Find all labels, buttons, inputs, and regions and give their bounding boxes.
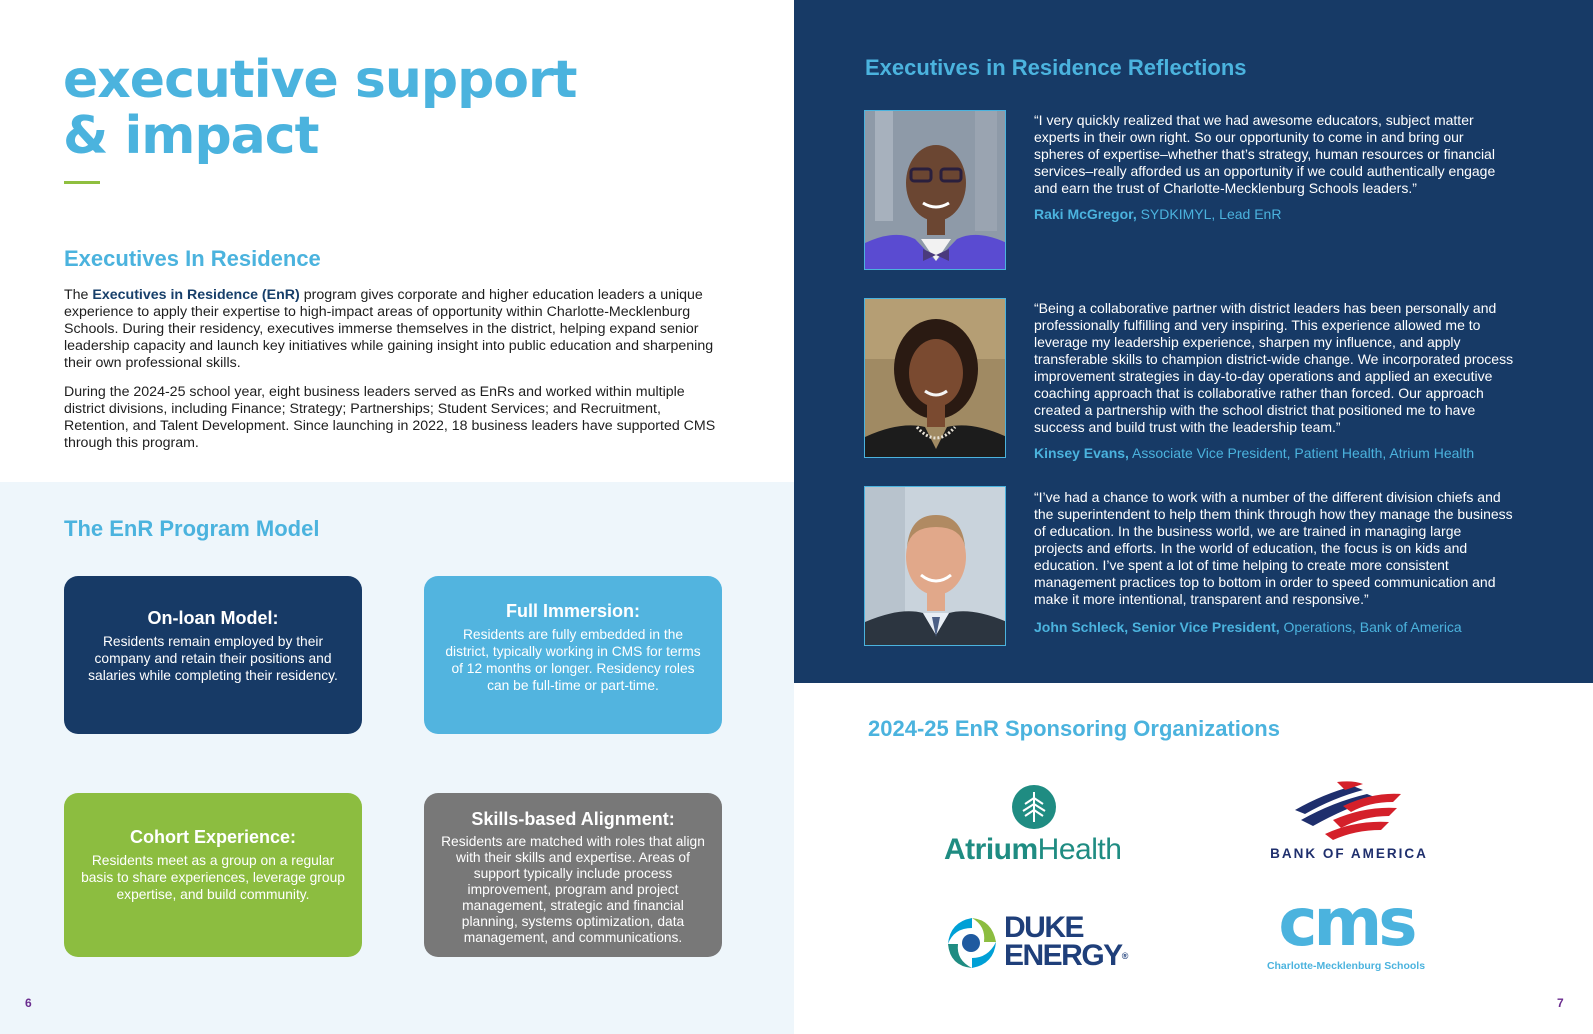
card-cohort-experience xyxy=(64,793,362,957)
section-heading-program-model: The EnR Program Model xyxy=(64,516,320,541)
title-divider xyxy=(64,181,100,184)
page-number-left: 6 xyxy=(25,996,32,1010)
card-title: On-loan Model: xyxy=(147,608,279,628)
cms-logo: cms Charlotte-Mecklenburg Schools xyxy=(1266,884,1426,972)
card-text: Residents are fully embedded in the district, typically working in CMS for terms of 12 months or longer. Residency roles can be full-time or part-time. xyxy=(445,627,701,693)
title-line-2: & impact xyxy=(63,106,319,166)
title-line-1: executive support xyxy=(63,50,577,110)
reflections-heading: Executives in Residence Reflections xyxy=(865,55,1247,80)
card-text: Residents are matched with roles that align with their skills and expertise. Areas of support typically include process improvement, program and project management, strategic and financial planning, systems optimization, data management, and communications. xyxy=(441,834,705,945)
card-title: Cohort Experience: xyxy=(129,827,297,847)
page-title xyxy=(63,52,577,164)
intro-paragraph: The Executives in Residence (EnR) program gives corporate and higher education leaders a unique experience to apply their expertise to high-impact areas of opportunity within Charlotte-Mecklenburg Schools. During their residency, executives immerse themselves in the district, helping expand senior leadership capacity and launch key initiatives while gaining insight into public education and sharpening their own professional skills. xyxy=(64,287,714,371)
portrait-kinsey-evans xyxy=(864,298,1006,458)
portrait-raki-mcgregor-art xyxy=(865,111,1006,270)
card-title: Skills-based Alignment: xyxy=(471,809,675,829)
card-full-immersion xyxy=(424,576,722,734)
atrium-tree-icon xyxy=(1011,784,1057,830)
attribution-john-schleck: John Schleck, Senior Vice President, Operations, Bank of America xyxy=(1034,619,1462,635)
card-text: Residents remain employed by their company and retain their positions and salaries while completing their residency. xyxy=(88,634,338,683)
program-name: Executives in Residence (EnR) xyxy=(92,287,300,303)
atrium-health-logo: AtriumHealth xyxy=(944,784,1128,864)
page-number-right: 7 xyxy=(1557,996,1564,1010)
quote-raki-mcgregor: “I very quickly realized that we had awesome educators, subject matter experts in their own right. So our opportunity to come in and bring our spheres of expertise–whether that’s strategy, human resources or financial services–really afforded us an opportunity if we could authentically engage and earn the trust of Charlotte-Mecklenburg Schools leaders.” xyxy=(1034,112,1496,196)
quote-john-schleck: “I’ve had a chance to work with a number of the different division chiefs and the superintendent to help them think through how they manage the business of education. In the business world, we are trained in managing large projects and efforts. In the world of education, the focus is on kids and education. I’ve spent a lot of time helping to create more consistent management practices top to bottom in order to speed communication and make it more intentional, transparent and responsive.” xyxy=(1034,489,1513,607)
school-year-paragraph: During the 2024-25 school year, eight business leaders served as EnRs and worked within multiple district divisions, including Finance; Strategy; Partnerships; Student Services; and Recruitment, Retention, and Talent Development. Since launching in 2022, 18 business leaders have supported CMS through this program. xyxy=(64,384,716,451)
section-heading-executives: Executives In Residence xyxy=(64,246,321,271)
sponsors-heading: 2024-25 EnR Sponsoring Organizations xyxy=(868,716,1280,741)
portrait-kinsey-evans-art xyxy=(865,299,1006,458)
card-on-loan-model xyxy=(64,576,362,734)
boa-flag-icon xyxy=(1293,780,1405,842)
portrait-raki-mcgregor xyxy=(864,110,1006,270)
duke-energy-swirl-icon xyxy=(942,914,1000,972)
quote-kinsey-evans: “Being a collaborative partner with district leaders has been personally and professionally fulfilling and very inspiring. This experience allowed me to leverage my leadership experience, sharpen my influence, and apply transferable skills to champion district-wide change. We incorporated process improvement strategies in day-to-day operations and applied an executive coaching approach that is collaborative rather than forced. Our approach created a partnership with the school district that positioned me to have success and build trust with the leadership team.” xyxy=(1034,300,1514,435)
portrait-john-schleck-art xyxy=(865,487,1006,646)
portrait-john-schleck xyxy=(864,486,1006,646)
duke-energy-logo: DUKE ENERGY® xyxy=(942,912,1132,976)
card-skills-based-alignment xyxy=(424,793,722,957)
bank-of-america-logo: BANK OF AMERICA xyxy=(1268,780,1430,870)
attribution-raki-mcgregor: Raki McGregor, SYDKIMYL, Lead EnR xyxy=(1034,206,1282,222)
card-text: Residents meet as a group on a regular basis to share experiences, leverage group expertise, and build community. xyxy=(81,853,345,902)
attribution-kinsey-evans: Kinsey Evans, Associate Vice President, Patient Health, Atrium Health xyxy=(1034,445,1475,461)
card-title: Full Immersion: xyxy=(505,601,640,621)
